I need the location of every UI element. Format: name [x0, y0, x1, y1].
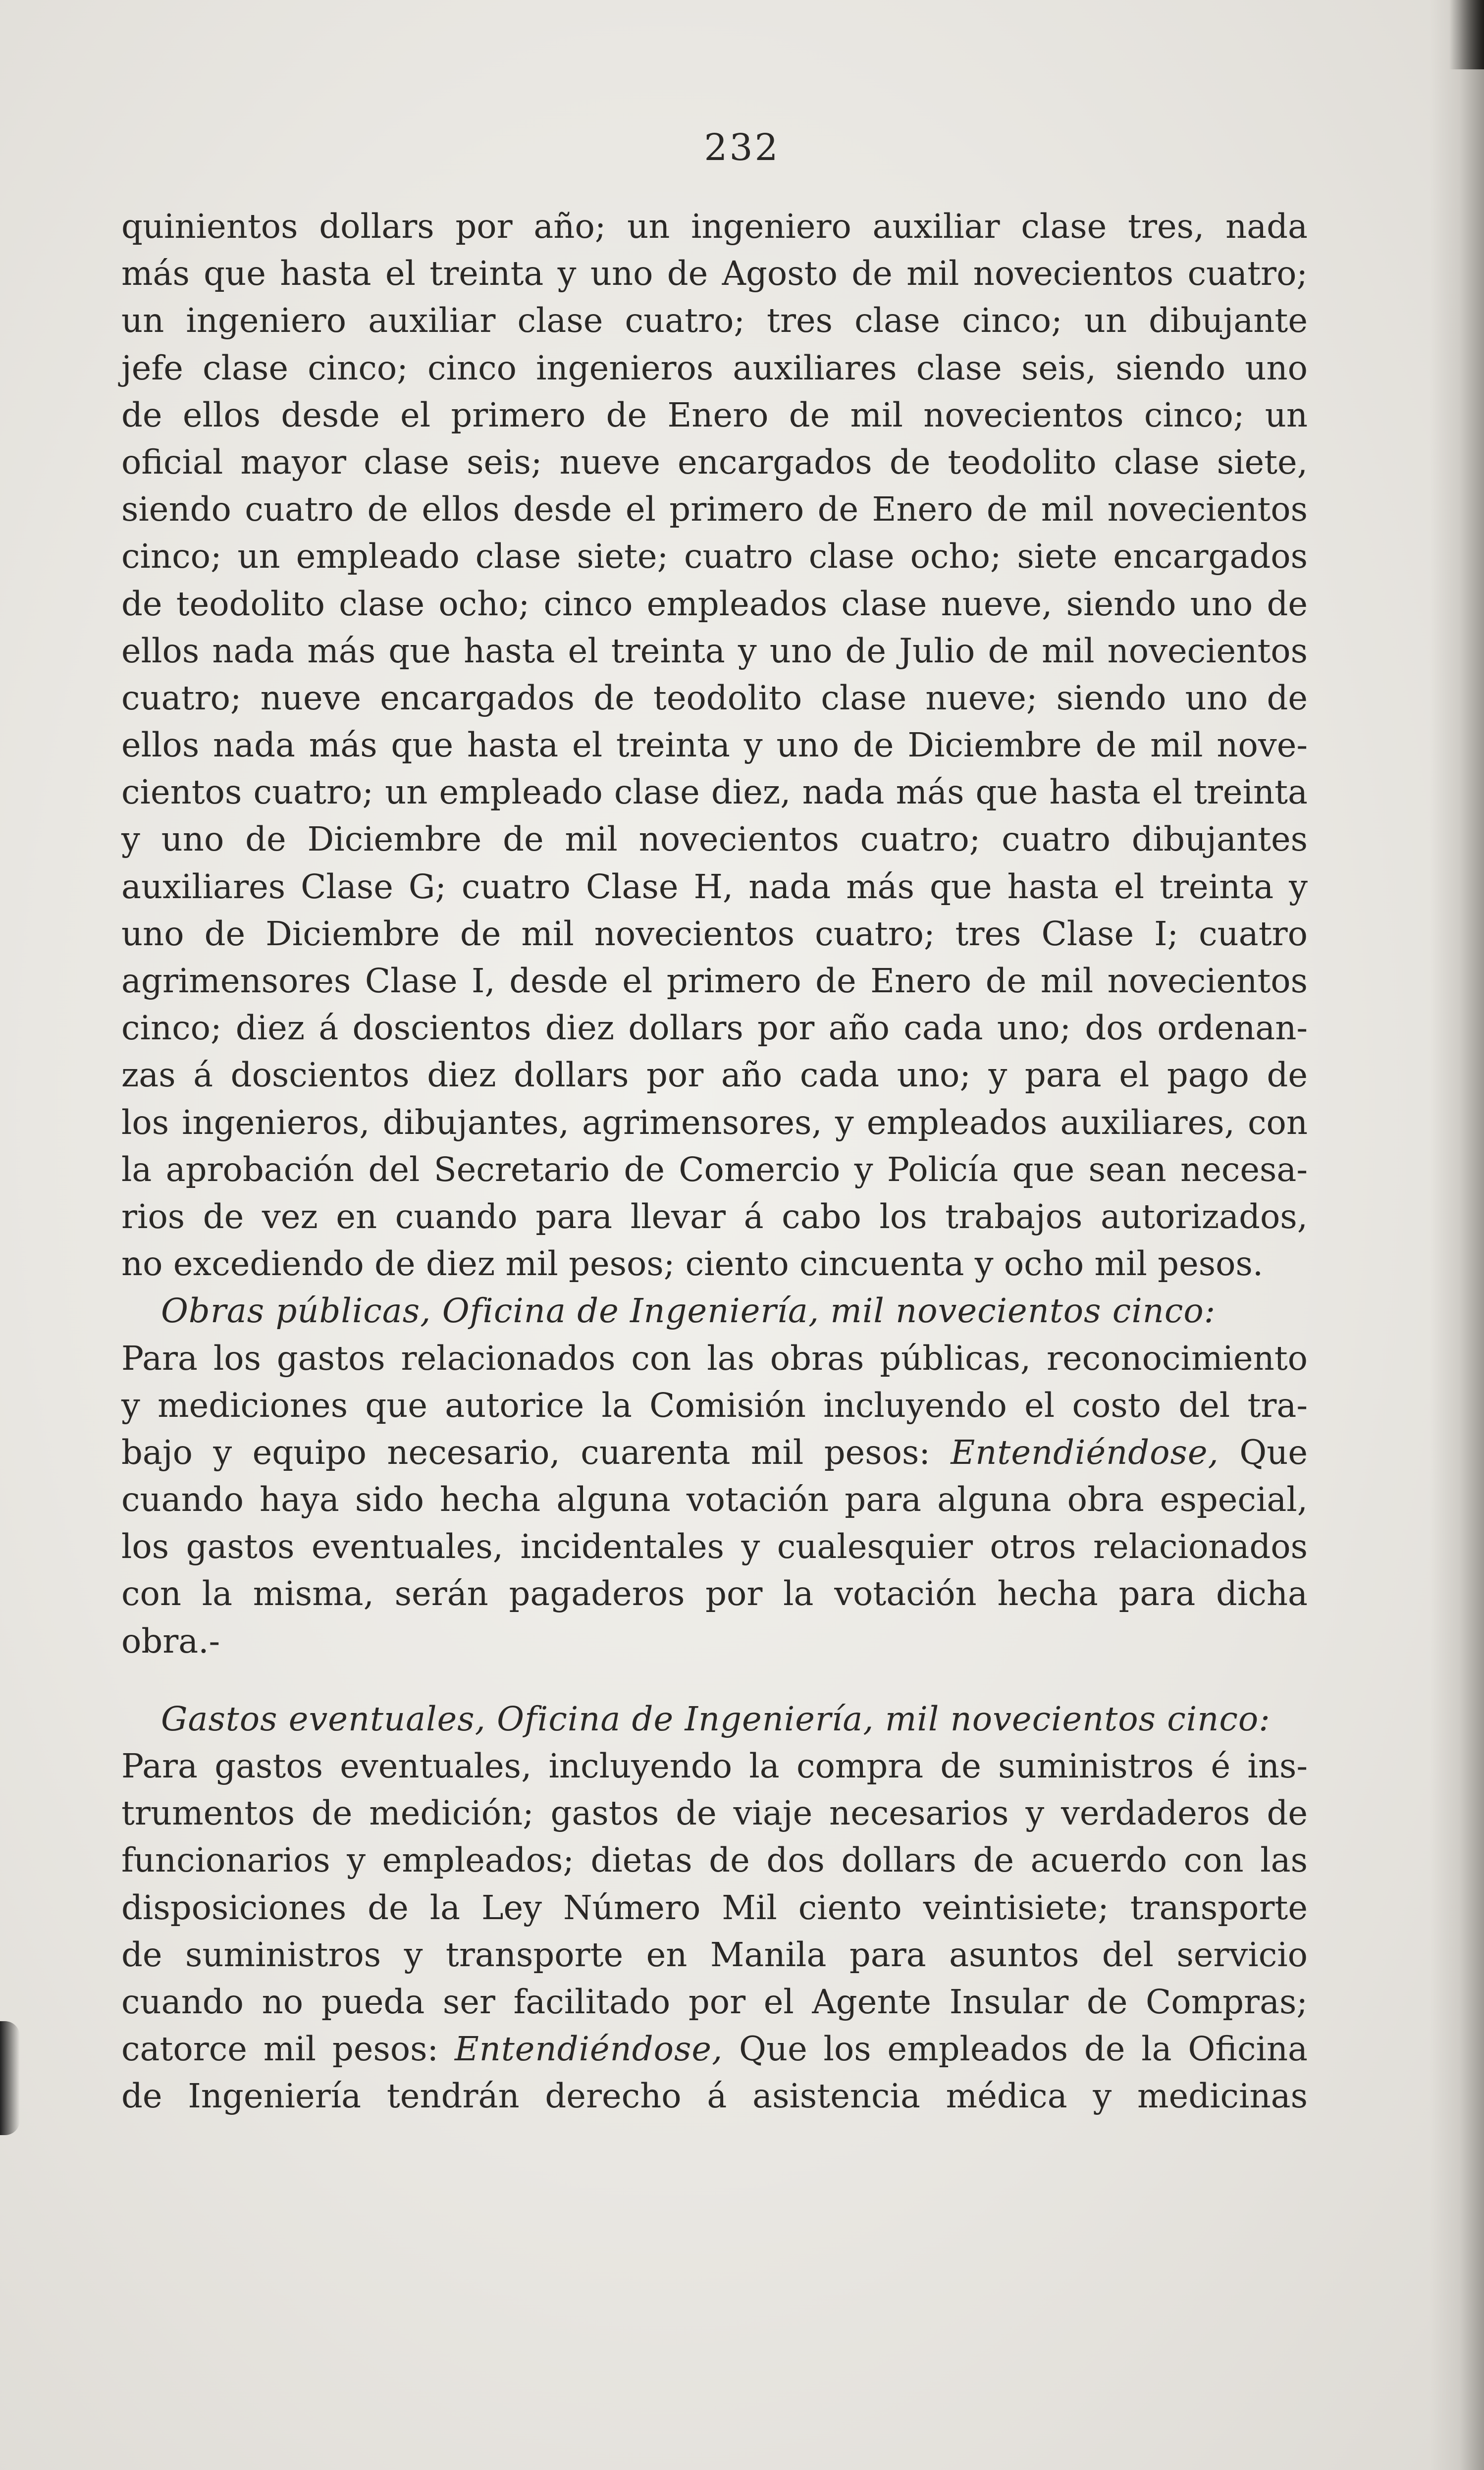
- text-line: Para los gastos relacionados con las obras públicas, reconocimiento: [121, 1339, 1308, 1378]
- text-segment: Que: [1219, 1433, 1308, 1472]
- text-line: ellos nada más que hasta el treinta y uno de Diciembre de mil nove-: [121, 726, 1308, 765]
- text-line: de ellos desde el primero de Enero de mil novecientos cinco; un: [121, 395, 1308, 434]
- text-line: cuatro; nueve encargados de teodolito clase nueve; siendo uno de: [121, 678, 1308, 717]
- text-line: [121, 1429, 1308, 1476]
- text-line: los ingenieros, dibujantes, agrimensores, y empleados auxiliares, con: [121, 1103, 1308, 1142]
- text-segment: bajo y equipo necesario, cuarenta mil pesos:: [121, 1433, 951, 1472]
- text-line: rios de vez en cuando para llevar á cabo los trabajos autorizados,: [121, 1197, 1308, 1236]
- scan-artifact: [0, 2021, 20, 2135]
- paragraph-gap: [121, 1665, 1308, 1696]
- text-line: Para gastos eventuales, incluyendo la compra de suministros é ins-: [121, 1747, 1308, 1785]
- text-line: de teodolito clase ocho; cinco empleados clase nueve, siendo uno de: [121, 584, 1308, 623]
- text-line: la aprobación del Secretario de Comercio y Policía que sean necesa-: [121, 1150, 1308, 1189]
- text-line: [121, 2026, 1308, 2073]
- text-line: jefe clase cinco; cinco ingenieros auxiliares clase seis, siendo uno: [121, 348, 1308, 387]
- text-line: y mediciones que autorice la Comisión incluyendo el costo del tra-: [121, 1386, 1308, 1425]
- text-line: no excediendo de diez mil pesos; ciento cincuenta y ocho mil pesos.: [121, 1244, 1264, 1284]
- emphasis: Entendiéndose,: [951, 1433, 1219, 1472]
- body-text: [121, 203, 1308, 2120]
- text-line: cuando no pueda ser facilitado por el Agente Insular de Compras;: [121, 1982, 1308, 2021]
- text-line: uno de Diciembre de mil novecientos cuatro; tres Clase I; cuatro: [121, 914, 1308, 953]
- text-line: obra.-: [121, 1621, 220, 1661]
- text-segment: Que los empleados de la Oficina: [723, 2030, 1308, 2069]
- text-line: cientos cuatro; un empleado clase diez, nada más que hasta el treinta: [121, 773, 1308, 812]
- binding-shadow: [1449, 0, 1484, 69]
- text-line: cinco; diez á doscientos diez dollars por año cada uno; dos ordenan-: [121, 1009, 1308, 1048]
- text-line: de Ingeniería tendrán derecho á asistencia médica y medicinas: [121, 2077, 1308, 2116]
- text-line: zas á doscientos diez dollars por año cada uno; y para el pago de: [121, 1056, 1308, 1095]
- text-line: disposiciones de la Ley Número Mil ciento veintisiete; transporte: [121, 1888, 1308, 1927]
- page-edge-shadow: [1430, 0, 1484, 2470]
- text-line: un ingeniero auxiliar clase cuatro; tres clase cinco; un dibujante: [121, 301, 1308, 340]
- text-line: ellos nada más que hasta el treinta y uno de Julio de mil novecientos: [121, 631, 1308, 670]
- section-heading: Obras públicas, Oficina de Ingeniería, mil novecientos cinco:: [161, 1291, 1216, 1331]
- text-line: auxiliares Clase G; cuatro Clase H, nada más que hasta el treinta y: [121, 867, 1308, 906]
- emphasis: Entendiéndose,: [454, 2030, 723, 2069]
- text-line: funcionarios y empleados; dietas de dos dollars de acuerdo con las: [121, 1841, 1308, 1880]
- text-line: cuando haya sido hecha alguna votación para alguna obra especial,: [121, 1480, 1308, 1519]
- text-line: cinco; un empleado clase siete; cuatro clase ocho; siete encargados: [121, 537, 1308, 576]
- text-line: con la misma, serán pagaderos por la votación hecha para dicha: [121, 1574, 1308, 1613]
- text-line: y uno de Diciembre de mil novecientos cuatro; cuatro dibujantes: [121, 820, 1308, 859]
- page-number: 232: [704, 126, 780, 169]
- text-line: de suministros y transporte en Manila para asuntos del servicio: [121, 1935, 1308, 1974]
- text-line: siendo cuatro de ellos desde el primero de Enero de mil novecientos: [121, 490, 1308, 529]
- text-line: los gastos eventuales, incidentales y cualesquier otros relacionados: [121, 1527, 1308, 1566]
- text-line: quinientos dollars por año; un ingeniero auxiliar clase tres, nada: [121, 207, 1308, 246]
- text-line: oficial mayor clase seis; nueve encargados de teodolito clase siete,: [121, 442, 1308, 482]
- text-line: más que hasta el treinta y uno de Agosto de mil novecientos cuatro;: [121, 254, 1308, 293]
- text-segment: catorce mil pesos:: [121, 2030, 455, 2069]
- text-line: agrimensores Clase I, desde el primero de Enero de mil novecientos: [121, 962, 1308, 1000]
- section-heading: Gastos eventuales, Oficina de Ingeniería, mil novecientos cinco:: [161, 1699, 1271, 1738]
- text-line: trumentos de medición; gastos de viaje necesarios y verdaderos de: [121, 1794, 1308, 1833]
